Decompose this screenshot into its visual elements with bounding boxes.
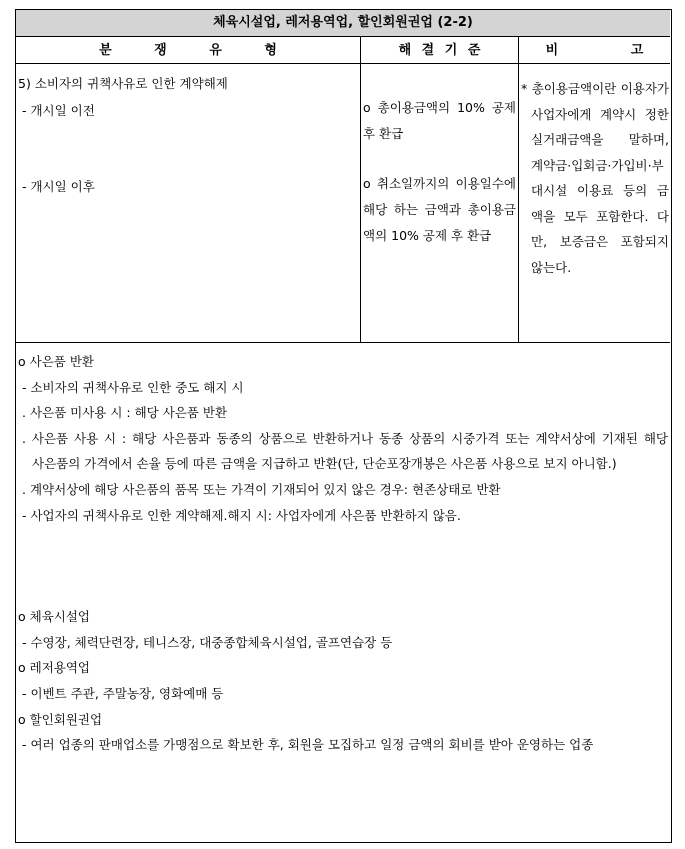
gift-business-fault: - 사업자의 귀책사유로 인한 계약해제.해지 시: 사업자에게 사은품 반환하지 않음. [22, 508, 461, 523]
page-title: 체육시설업, 레저용역업, 할인회원권업 (2-2) [16, 10, 670, 37]
remark-line: 않는다. [531, 259, 572, 275]
gift-used-line2: 사은품의 가격에서 손율 등에 따른 금액을 지급하고 반환(단, 단순포장개봉은 사은품 사용으로 보지 아니함.) [32, 456, 617, 471]
remark-line: 계약금·입회금·가입비·부 [531, 157, 664, 173]
gift-heading: o 사은품 반환 [18, 354, 94, 369]
gift-used-line1: . 사은품 사용 시 : 해당 사은품과 동종의 상품으로 반환하거나 동종 상품의 시중가격 또는 계약서상에 기재된 해당 [22, 431, 668, 446]
sports-desc: - 수영장, 체력단련장, 테니스장, 대중종합체육시설업, 골프연습장 등 [22, 635, 393, 650]
section-divider [16, 342, 670, 343]
remark-note [521, 76, 669, 280]
header-resolution-standard: 해 결 기 준 [398, 43, 481, 58]
remark-line: 대시설 이용료 등의 금 [531, 183, 669, 198]
column-divider-2 [518, 37, 519, 342]
discount-desc: - 여러 업종의 판매업소를 가맹점으로 확보한 후, 회원을 모집하고 일정 금액의 회비를 받아 운영하는 업종 [22, 737, 594, 752]
case-after-start: - 개시일 이후 [22, 179, 95, 194]
document-table [15, 9, 672, 843]
gift-unused: . 사은품 미사용 시 : 해당 사은품 반환 [22, 405, 228, 420]
remark-line: 실거래금액을 말하며, [531, 132, 669, 147]
column-divider-1 [360, 37, 361, 342]
header-dispute-type: 분 쟁 유 형 [99, 43, 277, 58]
header-remark: 비 고 [545, 43, 644, 58]
remark-line: 만, 보증금은 포함되지 [531, 234, 669, 249]
gift-consumer-fault: - 소비자의 귀책사유로 인한 중도 해지 시 [22, 380, 244, 395]
resolution-before-start: o 총이용금액의 10% 공제 후 환급 [363, 100, 516, 141]
case-heading: 5) 소비자의 귀책사유로 인한 계약해제 [18, 76, 228, 91]
gift-not-stated: . 계약서상에 해당 사은품의 품목 또는 가격이 기재되어 있지 않은 경우: 현존상태로 반환 [22, 482, 501, 497]
discount-heading: o 할인회원권업 [18, 712, 103, 727]
leisure-heading: o 레저용역업 [18, 660, 90, 675]
sports-heading: o 체육시설업 [18, 609, 90, 624]
remark-line: 액을 모두 포함한다. 다 [531, 208, 669, 224]
remark-line: * 총이용금액이란 이용자가 [521, 81, 669, 96]
case-before-start: - 개시일 이전 [22, 103, 95, 118]
header-divider [16, 63, 670, 64]
resolution-after-start: o 취소일까지의 이용일수에 해당 하는 금액과 총이용금액의 10% 공제 후 환급 [363, 176, 516, 243]
remark-line: 사업자에게 계약시 정한 [531, 106, 669, 122]
leisure-desc: - 이벤트 주관, 주말농장, 영화예매 등 [22, 686, 224, 701]
